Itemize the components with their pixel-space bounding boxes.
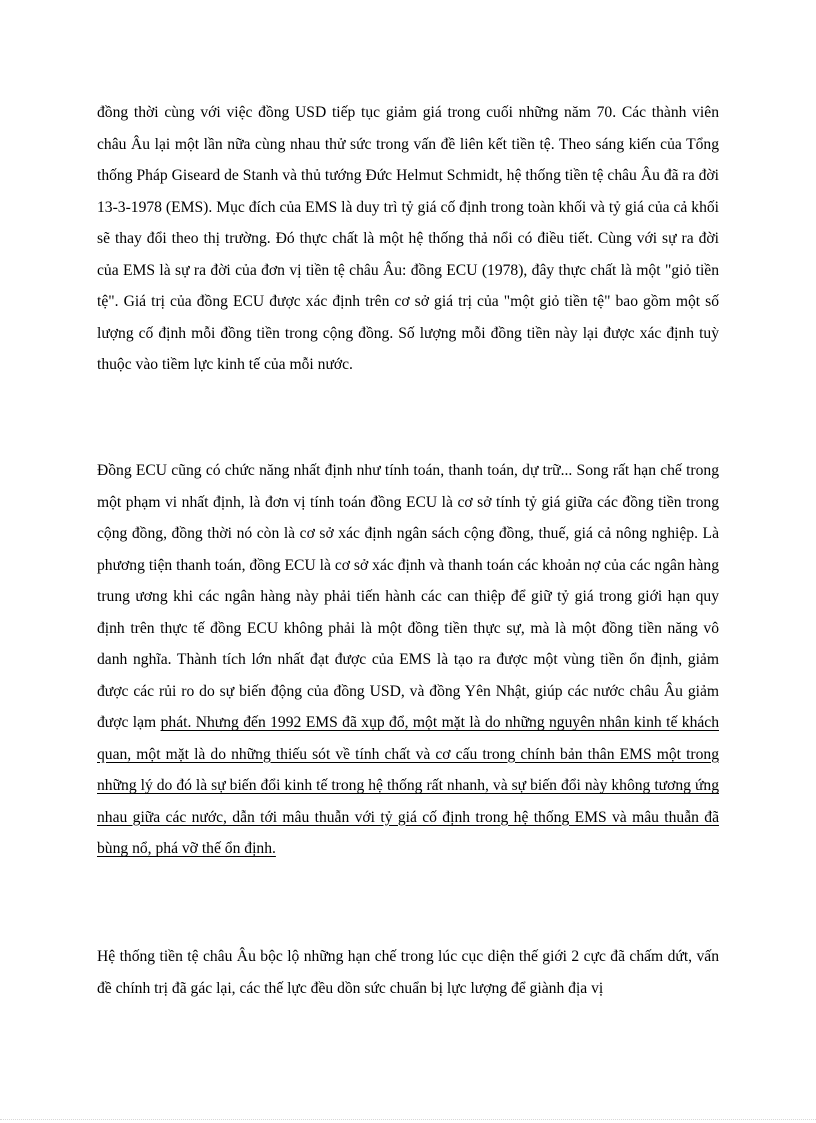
paragraph-2 <box>97 455 719 865</box>
paragraph-1: đồng thời cùng với việc đồng USD tiếp tục giảm giá trong cuối những năm 70. Các thành viên châu Âu lại một lần nữa cùng nhau thử sức trong vấn đề liên kết tiền tệ. Theo sáng kiến của Tổng thống Pháp Giseard de Stanh và thủ tướng Đức Helmut Schmidt, hệ thống tiền tệ châu Âu đã ra đời 13-3-1978 (EMS). Mục đích của EMS là duy trì tỷ giá cố định trong toàn khối và tỷ giá của cả khối sẽ thay đổi theo thị trường. Đó thực chất là một hệ thống thả nổi có điều tiết. Cùng với sự ra đời của EMS là sự ra đời của đơn vị tiền tệ châu Âu: đồng ECU (1978), đây thực chất là một "giỏ tiền tệ". Giá trị của đồng ECU được xác định trên cơ sở giá trị của "một giỏ tiền tệ" bao gồm một số lượng cố định mỗi đồng tiền trong cộng đồng. Số lượng mỗi đồng tiền này lại được xác định tuỳ thuộc vào tiềm lực kinh tế của mỗi nước. <box>97 104 719 373</box>
paragraph-2-underlined-text: phát. Nhưng đến 1992 EMS đã xụp đổ, một mặt là do những nguyên nhân kinh tế khách quan, một mặt là do những thiếu sót về tính chất và cơ cấu trong chính bản thân EMS một trong những lý do đó là sự biến đổi kinh tế trong hệ thống rất nhanh, và sự biến đổi này không tương ứng nhau giữa các nước, dẫn tới mâu thuẫn với tỷ giá cố định trong hệ thống EMS và mâu thuẫn đã bùng nổ, phá vỡ thế ổn định. <box>97 714 719 857</box>
paragraph-3: Hệ thống tiền tệ châu Âu bộc lộ những hạn chế trong lúc cục diện thế giới 2 cực đã chấm dứt, vấn đề chính trị đã gác lại, các thế lực đều dồn sức chuẩn bị lực lượng để giành địa vị <box>97 948 719 997</box>
paragraph-2-text: Đồng ECU cũng có chức năng nhất định như tính toán, thanh toán, dự trữ... Song rất hạn chế trong một phạm vi nhất định, là đơn vị tính toán đồng ECU là cơ sở tính tỷ giá giữa các đồng tiền trong cộng đồng, đồng thời nó còn là cơ sở xác định ngân sách cộng đồng, thuế, giá cả nông nghiệp. Là phương tiện thanh toán, đồng ECU là cơ sở xác định và thanh toán các khoản nợ của các ngân hàng trung ương khi các ngân hàng này phải tiến hành các can thiệp để giữ tỷ giá trong giới hạn quy định trên thực tế đồng ECU không phải là một đồng tiền thực sự, mà là một đồng tiền năng vô danh nghĩa. Thành tích lớn nhất đạt được của EMS là tạo ra được một vùng tiền ổn định, giảm được các rủi ro do sự biến động của đồng USD, và đồng Yên Nhật, giúp các nước châu Âu giảm được lạm <box>97 462 719 731</box>
page-bottom-divider <box>0 1119 816 1120</box>
